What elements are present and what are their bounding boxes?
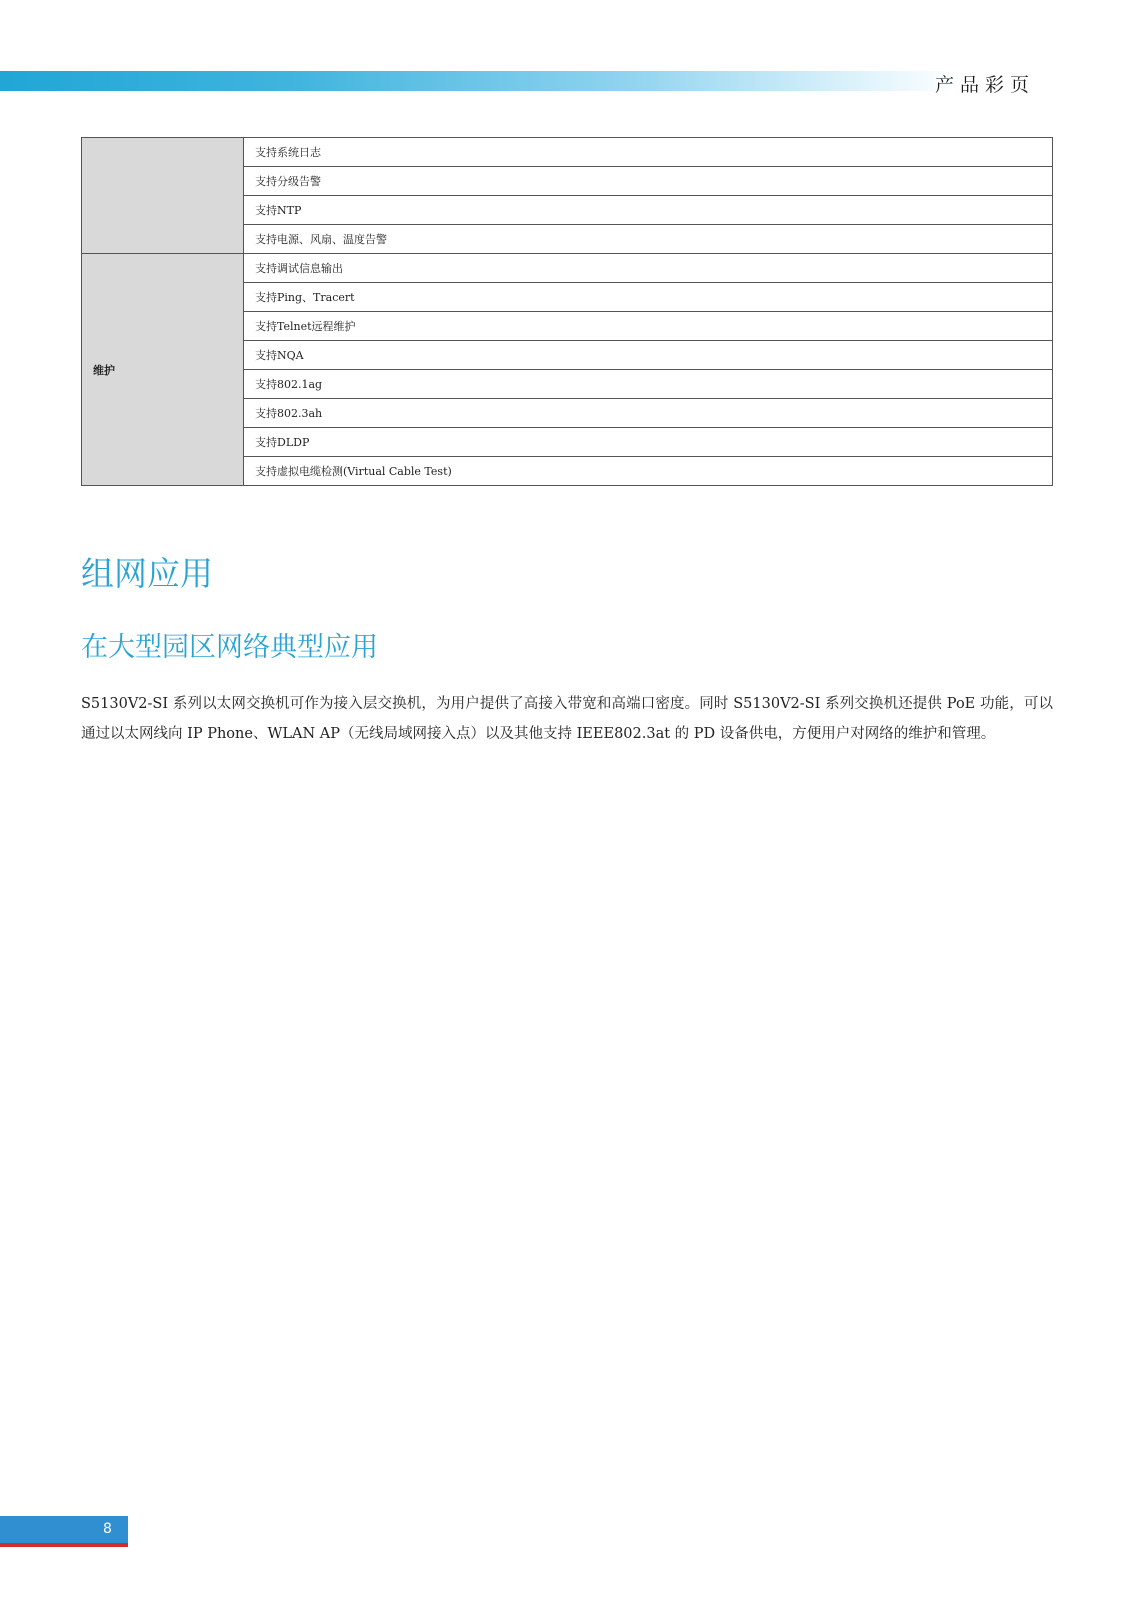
- table-cell: 支持调试信息输出: [244, 254, 1053, 283]
- table-cell: 支持NQA: [244, 341, 1053, 370]
- footer-red-strip: [0, 1543, 128, 1547]
- table-cell: 支持系统日志: [244, 138, 1053, 167]
- section-heading: 组网应用: [81, 554, 213, 593]
- header-title: 产品彩页: [934, 74, 1035, 96]
- table-row: [82, 254, 1053, 283]
- table-category-maintenance: 维护: [82, 254, 244, 486]
- section-subheading: 在大型园区网络典型应用: [81, 632, 378, 663]
- table-category-cell: [82, 138, 244, 254]
- table-cell: 支持Telnet远程维护: [244, 312, 1053, 341]
- body-paragraph: S5130V2-SI 系列以太网交换机可作为接入层交换机，为用户提供了高接入带宽和高端口密度。同时 S5130V2-SI 系列交换机还提供 PoE 功能，可以通过以太网线向 IP Phone、WLAN AP（无线局域网接入点）以及其他支持 IEEE802.3at 的 PD 设备供电，方便用户对网络的维护和管理。: [81, 696, 1053, 742]
- table-cell: 支持NTP: [244, 196, 1053, 225]
- header-accent-bar: [0, 71, 960, 91]
- table-row: [82, 138, 1053, 167]
- spec-table: [81, 137, 1053, 486]
- page-number: 8: [103, 1521, 112, 1537]
- table-cell: 支持电源、风扇、温度告警: [244, 225, 1053, 254]
- table-cell: 支持虚拟电缆检测(Virtual Cable Test): [244, 457, 1053, 486]
- table-cell: 支持分级告警: [244, 167, 1053, 196]
- table-cell: 支持DLDP: [244, 428, 1053, 457]
- table-cell: 支持Ping、Tracert: [244, 283, 1053, 312]
- table-cell: 支持802.3ah: [244, 399, 1053, 428]
- table-cell: 支持802.1ag: [244, 370, 1053, 399]
